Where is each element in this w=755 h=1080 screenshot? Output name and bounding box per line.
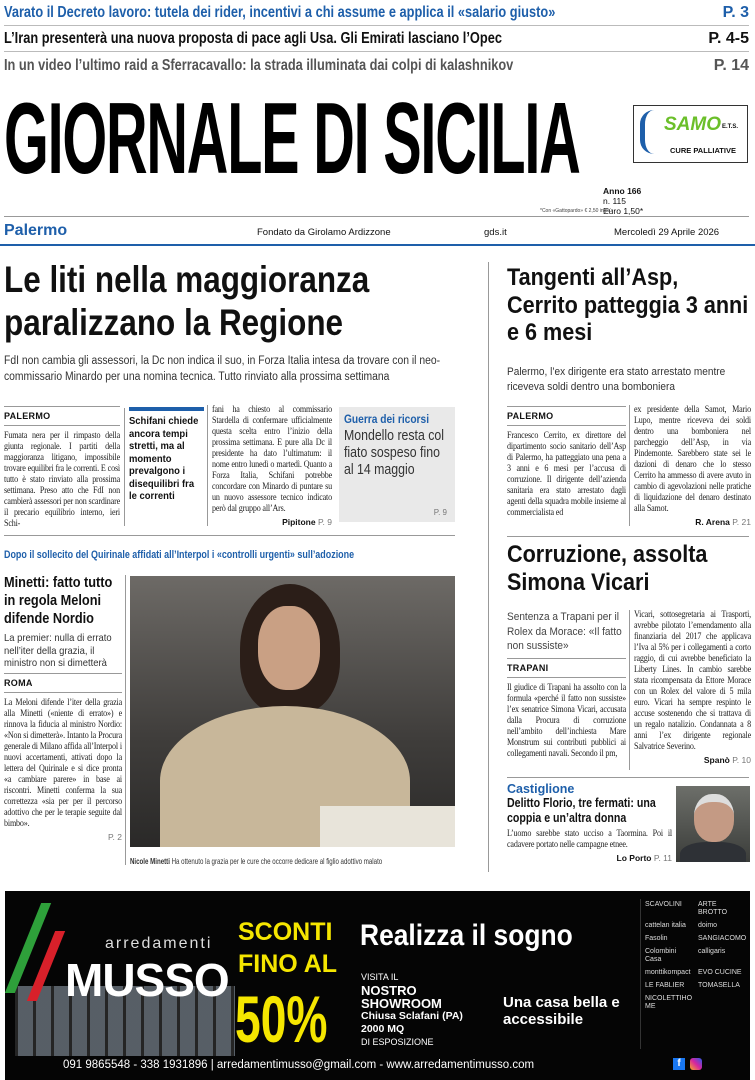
price-note: *Con «Gattopardo» € 2,50 in più <box>540 208 612 214</box>
ad-brand-small: arredamenti <box>105 935 213 952</box>
promo-percent: 50% <box>235 982 328 1056</box>
lead-col3 <box>212 405 332 527</box>
brand-logo: Fasolin <box>645 935 668 942</box>
promo-line: SCONTI <box>238 918 333 946</box>
lead-col1 <box>4 406 120 530</box>
minetti-headline[interactable]: Minetti: fatto tutto in regola Meloni difende Nordio <box>4 574 113 627</box>
tangenti-col1 <box>507 406 626 519</box>
author: Lo Porto <box>616 853 652 863</box>
lead-headline[interactable]: Le liti nella maggioranza paralizzano la Regione <box>4 259 370 343</box>
showroom: SHOWROOM <box>361 996 442 1011</box>
masthead-title: GIORNALE DI SICILIA <box>4 82 580 195</box>
site-link[interactable]: gds.it <box>484 227 507 238</box>
numero: n. 115 <box>603 196 627 206</box>
florio-kicker: Castiglione <box>507 782 575 796</box>
founder: Fondato da Girolamo Ardizzone <box>257 227 391 238</box>
page-ref: P. 9 <box>317 517 332 527</box>
caption-name: Nicole Minetti <box>130 856 170 866</box>
teaser-text: In un video l’ultimo raid a Sferracavallo: la strada illuminata dai colpi di kalashnikov <box>4 57 514 74</box>
vicari-headline[interactable]: Corruzione, assolta Simona Vicari <box>507 541 708 596</box>
page-ref: P. 10 <box>732 755 751 765</box>
instagram-icon[interactable] <box>690 1058 702 1070</box>
teaser-page: P. 4-5 <box>708 30 749 47</box>
brand-logo: monttikompact <box>645 969 691 976</box>
teaser-3[interactable] <box>4 53 749 79</box>
lead-subtitle-wrap <box>4 353 460 385</box>
brand-logo: EVO CUCINE <box>698 969 742 976</box>
ad-promo <box>238 916 337 980</box>
article-text: Il giudice di Trapani ha assolto con la formula «perché il fatto non sussiste» l’ex senatrice Simona Vicari, accusata dalla Procura di corruzione nell’ambito dell’inchiesta Mare Monstrum sui contributi pubblici ai collegamenti navali. Secondo il pm, <box>507 682 626 759</box>
issue-date: Mercoledì 29 Aprile 2026 <box>614 227 720 238</box>
tangenti-headline-wrap <box>507 264 752 347</box>
lead-subtitle: FdI non cambia gli assessori, la Dc non indica il suo, in Forza Italia intesa da trovare con il neo-commissario Minardo per una nomina tecnica. Tutto rinviato alla prossima settimana <box>4 355 441 383</box>
dateline: ROMA <box>4 677 33 688</box>
location: Chiusa Sclafani (PA) <box>361 1010 463 1022</box>
prezzo: Euro 1,50* <box>603 206 644 216</box>
minetti-subtitle: La premier: nulla di errato nell’iter della grazia, il ministro non si dimetterà <box>4 632 112 669</box>
brand-logo: calligaris <box>698 948 726 955</box>
brand-logo: cattelan italia <box>645 922 686 929</box>
florio-photo[interactable] <box>676 786 750 862</box>
article-text: Francesco Cerrito, ex direttore del dipartimento socio sanitario dell’Asp di Palermo, ha patteggiato una pena a 3 anni e 6 mesi per l’accusa di corruzione. Il dirigente dell’azienda sanitaria era stato arrestato dagli agenti della squadra mobile insieme al commercialista ed <box>507 431 626 518</box>
vicari-headline-wrap <box>507 541 752 596</box>
strap-wrap <box>4 545 459 563</box>
article-text: La Meloni difende l’iter della grazia alla Minetti («niente di errato») e rinnova la fiducia al ministro Nordio: «Non si dimetterà». Intanto la Procura generale di Milano affida all’Interpol i nuovi accertamenti, attivati dopo la lettera del Quirinale e si dice pronta «a cambiare parere» in base ai riscontri. Minetti conferma la sua correttezza «sia per per il percorso adottivo che per le terapie seguite dal bimbo». <box>4 697 122 829</box>
brand-logo: SCAVOLINI <box>645 901 682 908</box>
author: Spanò <box>703 755 730 765</box>
sponsor-suffix: E.T.S. <box>722 124 739 130</box>
box-title: Mondello resta col fiato sospeso fino al 14 maggio <box>344 428 445 478</box>
samo-swirl-icon <box>640 110 662 154</box>
ad-showroom <box>361 971 463 1049</box>
facebook-icon[interactable]: f <box>673 1058 685 1070</box>
tangenti-col2 <box>634 405 751 527</box>
page-ref: P. 11 <box>653 853 672 863</box>
ad-claim: Una casa bella e accessibile <box>503 994 620 1028</box>
brand-logo: doimo <box>698 922 718 929</box>
ad-brand: MUSSO <box>65 954 229 1006</box>
anno: Anno 166 <box>603 186 642 196</box>
brand-list <box>645 901 747 1011</box>
tangenti-subtitle: Palermo, l’ex dirigente era stato arrestato mentre riceveva soldi dentro una bomboniera <box>507 366 726 393</box>
face-shape <box>258 606 320 690</box>
visit: VISITA IL <box>361 972 399 982</box>
pullquote: Schifani chiede ancora tempi stretti, ma al momento prevalgono i disequilibri fra le correnti <box>129 415 199 502</box>
ad-contacts[interactable]: 091 9865548 - 338 1931896 | arredamentimusso@gmail.com - www.arredamentimusso.com <box>63 1059 535 1071</box>
tangenti-headline[interactable]: Tangenti all’Asp, Cerrito patteggia 3 anni e 6 mesi <box>507 264 749 346</box>
author: R. Arena <box>695 517 730 527</box>
brand-logo: LE FABLIER <box>645 982 685 989</box>
edition-city: Palermo <box>4 222 68 239</box>
minetti-strap: Dopo il sollecito del Quirinale affidati all’Interpol i «controlli urgenti» sull’adozione <box>4 549 355 561</box>
author: Pipitone <box>282 517 316 527</box>
minetti-col <box>4 574 122 842</box>
box-kicker: Guerra dei ricorsi <box>344 412 430 426</box>
article-text: ex presidente della Samot, Mario Lupo, mentre riceveva dei soldi dentro una bomboniera nel parcheggio dell’Asp, in via Pindemonte. Sarebbero state sei le dazioni di denaro che lo stesso Cerrito ha ammesso di avere avuto in cambio di agevolazioni nelle pratiche di liquidazione del denaro destinato alla Samot. <box>634 405 751 514</box>
florio-col <box>507 782 672 863</box>
vicari-col1 <box>507 610 626 760</box>
brand-logo: Colombini Casa <box>645 948 677 963</box>
showroom: NOSTRO <box>361 983 417 998</box>
caption-text: Ha ottenuto la grazia per le cure che occorre dedicare al figlio adottivo malato <box>171 856 383 866</box>
photo-caption <box>130 856 382 866</box>
sponsor-name: SAMO <box>664 114 721 135</box>
ad-headline: Realizza il sogno <box>360 919 573 952</box>
brand-logo: ARTE BROTTO <box>698 901 728 916</box>
teaser-text: L’Iran presenterà una nuova proposta di pace agli Usa. Gli Emirati lasciano l’Opec <box>4 30 502 47</box>
teaser-page: P. 14 <box>713 57 749 74</box>
promo-line: FINO AL <box>238 950 338 978</box>
brand-logo: NICOLETTIHOME <box>645 995 693 1010</box>
expo: DI ESPOSIZIONE <box>361 1037 434 1047</box>
size: 2000 MQ <box>361 1023 405 1035</box>
lead-headline-wrap <box>4 258 474 344</box>
teaser-1[interactable] <box>4 0 749 26</box>
musso-ad[interactable] <box>5 891 750 1080</box>
sponsor-logo[interactable] <box>633 105 748 163</box>
article-text: Vicari, sottosegretaria ai Trasporti, avrebbe pilotato l’emendamento alla finanziaria del 2017 che applicava l’Iva al 5% per i collegamenti a corto raggio, di cui avrebbe beneficiato la Liberty Lines. In cambio sarebbe stata ricompensata da Ettore Morace con un Rolex del valore di 5 mila euro. Vicari ha sempre respinto le accuse sostenendo che si trattava di un regalo natalizio. Condannata a 8 anni l’ex dirigente regionale Salvatrice Severino. <box>634 610 751 752</box>
brand-logo: SANGIACOMO <box>698 935 747 942</box>
article-text: L’uomo sarebbe stato ucciso a Taormina. Poi il cadavere portato nelle campagne etnee. <box>507 829 672 850</box>
pullquote-wrap <box>129 407 204 503</box>
dateline: TRAPANI <box>507 662 549 673</box>
article-text: Fumata nera per il rimpasto della giunta regionale. I partiti della maggioranza litigano, impossibile trovare equilibri fra le correnti. E così tutto è stato rinviato alla prossima settimana. Preso atto che FdI non cambierà assessori per non scardinare il precario equilibrio interno, ieri Schi- <box>4 431 120 529</box>
florio-headline[interactable]: Delitto Florio, tre fermati: una coppia e un’altra donna <box>507 796 656 825</box>
page-ref: P. 21 <box>732 517 751 527</box>
vicari-subtitle: Sentenza a Trapani per il Rolex da Morace: «Il fatto non sussiste» <box>507 611 622 652</box>
teaser-page: P. 3 <box>722 4 749 21</box>
papers-shape <box>320 806 455 847</box>
minetti-photo[interactable] <box>130 576 455 847</box>
vicari-col2 <box>634 610 751 765</box>
mondello-box[interactable] <box>339 407 455 522</box>
tangenti-subtitle-wrap <box>507 365 752 395</box>
photo-caption-wrap <box>130 851 460 869</box>
face-shape <box>694 794 734 842</box>
dateline: PALERMO <box>507 411 554 421</box>
jacket-shape <box>680 842 746 862</box>
page-ref: P. 2 <box>107 831 122 842</box>
dateline: PALERMO <box>4 411 51 421</box>
sponsor-tagline: CURE PALLIATIVE <box>670 146 736 155</box>
teaser-2[interactable] <box>4 26 749 52</box>
article-text: fani ha chiesto al commissario Stardella di confermare ufficialmente questa scelta entro l’inizio della prossima settimana. E pure alla Dc il presidente ha dato l’ultimatum: il nome entro lunedì o martedì. Quanto a Forza Italia, Schifani potrebbe concordare con Minardo di puntare su un nuovo assessore tecnico indicato però dal gruppo all’Ars. <box>212 405 332 514</box>
teaser-text: Varato il Decreto lavoro: tutela dei rider, incentivi a chi assume e applica il «salario giusto» <box>4 4 556 21</box>
brand-logo: TOMASELLA <box>698 982 740 989</box>
page-ref: P. 9 <box>433 508 447 517</box>
